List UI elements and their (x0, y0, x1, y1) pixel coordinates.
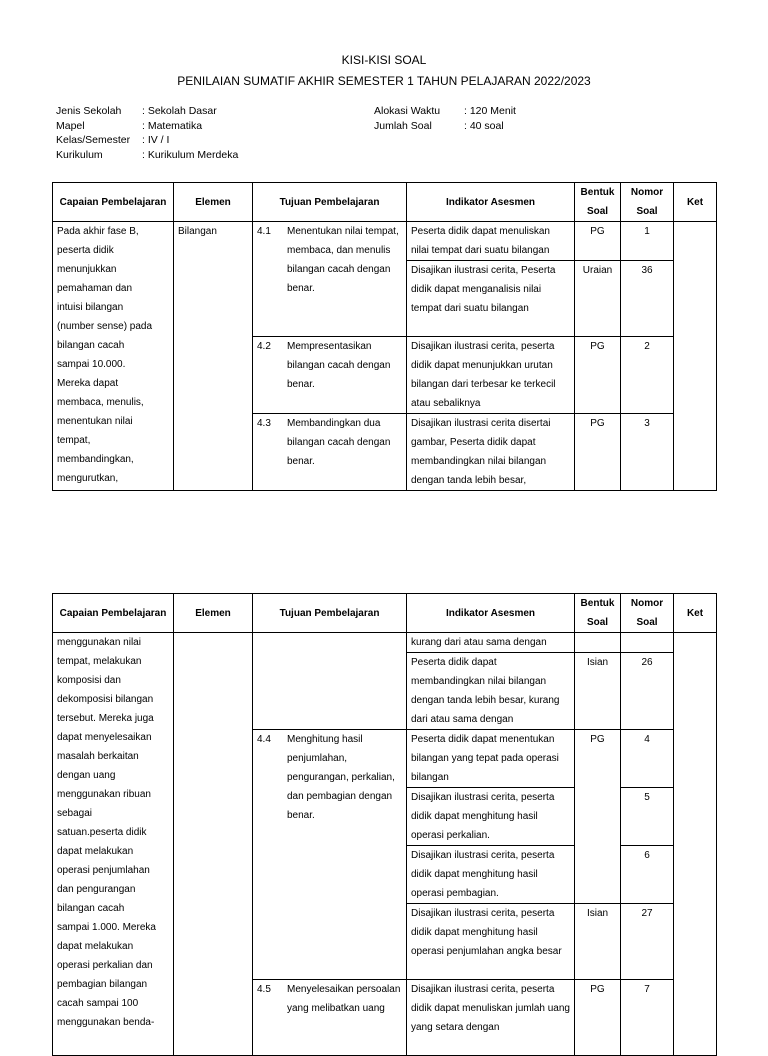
nomor-cell: 36 (621, 261, 674, 337)
bentuk-cell: PG (575, 414, 621, 491)
header-capaian: Capaian Pembelajaran (53, 183, 174, 222)
tujuan-cell (253, 730, 407, 980)
bentuk-cell: PG (575, 337, 621, 414)
nomor-cell: 7 (621, 980, 674, 1056)
info-row (374, 119, 516, 134)
table-row (53, 633, 717, 653)
info-value: : 40 soal (464, 119, 504, 132)
info-value: : IV / I (142, 134, 170, 146)
indikator-cell: Peserta didik dapat menuliskan nilai tempat dari suatu bilangan (407, 222, 575, 261)
tujuan-cell (253, 337, 407, 414)
elemen-cell (174, 633, 253, 1056)
bentuk-cell: PG (575, 980, 621, 1056)
info-label: Jenis Sekolah (56, 105, 122, 117)
info-value: : Kurikulum Merdeka (142, 148, 239, 161)
info-label: Kelas/Semester (56, 134, 131, 146)
header-ket: Ket (674, 594, 717, 633)
ket-cell (674, 222, 717, 491)
tp-number: 4.4 (257, 734, 271, 745)
header-indikator: Indikator Asesmen (407, 183, 575, 222)
bentuk-cell: PG (575, 222, 621, 261)
tp-text: Menghitung hasil penjumlahan, pengurangan, perkalian, dan pembagian dengan benar. (287, 734, 395, 821)
header-tujuan: Tujuan Pembelajaran (253, 594, 407, 633)
info-right (374, 104, 516, 133)
table-row (53, 222, 717, 261)
info-row (56, 104, 238, 119)
indikator-cell: Disajikan ilustrasi cerita, peserta didik dapat menuliskan jumlah uang yang setara dengan (407, 980, 575, 1056)
nomor-cell: 6 (621, 846, 674, 904)
bentuk-cell (575, 633, 621, 653)
header-bentuk: Bentuk Soal (575, 183, 621, 222)
bentuk-cell: PG (575, 730, 621, 904)
header-elemen: Elemen (174, 594, 253, 633)
capaian-cell: menggunakan nilai tempat, melakukan komposisi dan dekomposisi bilangan tersebut. Mereka juga dapat menyelesaikan masalah berkaitan dengan uang menggunakan ribuan sebagai satuan.peserta didik dapat melakukan operasi penjumlahan dan pengurangan bilangan cacah sampai 1.000. Mereka dapat melakukan operasi perkalian dan pembagian bilangan cacah sampai 100 menggunakan benda- (53, 633, 174, 1056)
nomor-cell: 1 (621, 222, 674, 261)
indikator-cell: Disajikan ilustrasi cerita, peserta didik dapat menghitung hasil operasi pembagian. (407, 846, 575, 904)
table-header-row (53, 183, 717, 222)
info-row (56, 119, 238, 134)
info-row (56, 133, 238, 148)
indikator-cell: kurang dari atau sama dengan (407, 633, 575, 653)
tp-text: Menyelesaikan persoalan yang melibatkan uang (287, 984, 401, 1014)
tp-number: 4.2 (257, 341, 271, 352)
document-title: KISI-KISI SOAL (341, 53, 427, 67)
indikator-cell: Disajikan ilustrasi cerita, peserta didik dapat menunjukkan urutan bilangan dari terbesar ke terkecil atau sebaliknya (407, 337, 575, 414)
info-value: : Sekolah Dasar (142, 105, 217, 117)
header-nomor: Nomor Soal (621, 183, 674, 222)
tp-text: Menentukan nilai tempat, membaca, dan menulis bilangan cacah dengan benar. (287, 226, 399, 294)
tp-number: 4.1 (257, 226, 271, 237)
tp-number: 4.5 (257, 984, 271, 995)
info-label: Mapel (56, 119, 85, 132)
nomor-cell: 3 (621, 414, 674, 491)
elemen-cell: Bilangan (174, 222, 253, 491)
table-header-row (53, 594, 717, 633)
nomor-cell: 5 (621, 788, 674, 846)
info-row (374, 104, 516, 119)
nomor-cell: 2 (621, 337, 674, 414)
document-subtitle: PENILAIAN SUMATIF AKHIR SEMESTER 1 TAHUN PELAJARAN 2022/2023 (177, 74, 591, 88)
info-value: : 120 Menit (464, 105, 516, 117)
kisi-table-1 (52, 182, 717, 491)
tujuan-cell (253, 980, 407, 1056)
nomor-cell (621, 633, 674, 653)
header-nomor: Nomor Soal (621, 594, 674, 633)
indikator-cell: Disajikan ilustrasi cerita disertai gambar, Peserta didik dapat membandingkan nilai bilangan dengan tanda lebih besar, (407, 414, 575, 491)
tp-number: 4.3 (257, 418, 271, 429)
nomor-cell: 26 (621, 653, 674, 730)
capaian-cell: Pada akhir fase B, peserta didik menunjukkan pemahaman dan intuisi bilangan (number sense) pada bilangan cacah sampai 10.000. Mereka dapat membaca, menulis, menentukan nilai tempat, membandingkan, mengurutkan, (53, 222, 174, 491)
bentuk-cell: Isian (575, 653, 621, 730)
info-label: Alokasi Waktu (374, 105, 441, 117)
info-label: Jumlah Soal (374, 119, 432, 132)
header-bentuk: Bentuk Soal (575, 594, 621, 633)
info-row (56, 148, 238, 163)
indikator-cell: Disajikan ilustrasi cerita, peserta didik dapat menghitung hasil operasi penjumlahan angka besar (407, 904, 575, 980)
info-value: : Matematika (142, 119, 203, 132)
info-left (56, 104, 238, 162)
ket-cell (674, 633, 717, 1056)
info-label: Kurikulum (56, 148, 103, 161)
indikator-cell: Disajikan ilustrasi cerita, Peserta didik dapat menganalisis nilai tempat dari suatu bilangan (407, 261, 575, 337)
header-ket: Ket (674, 183, 717, 222)
indikator-cell: Peserta didik dapat membandingkan nilai bilangan dengan tanda lebih besar, kurang dari atau sama dengan (407, 653, 575, 730)
tujuan-cell (253, 633, 407, 730)
bentuk-cell: Uraian (575, 261, 621, 337)
indikator-cell: Disajikan ilustrasi cerita, peserta didik dapat menghitung hasil operasi perkalian. (407, 788, 575, 846)
header-capaian: Capaian Pembelajaran (53, 594, 174, 633)
tp-text: Mempresentasikan bilangan cacah dengan benar. (287, 341, 391, 390)
header-indikator: Indikator Asesmen (407, 594, 575, 633)
nomor-cell: 4 (621, 730, 674, 788)
header-elemen: Elemen (174, 183, 253, 222)
tujuan-cell (253, 414, 407, 491)
kisi-table-2 (52, 593, 717, 1056)
header-tujuan: Tujuan Pembelajaran (253, 183, 407, 222)
nomor-cell: 27 (621, 904, 674, 980)
tujuan-cell (253, 222, 407, 337)
bentuk-cell: Isian (575, 904, 621, 980)
indikator-cell: Peserta didik dapat menentukan bilangan yang tepat pada operasi bilangan (407, 730, 575, 788)
tp-text: Membandingkan dua bilangan cacah dengan benar. (287, 418, 391, 467)
